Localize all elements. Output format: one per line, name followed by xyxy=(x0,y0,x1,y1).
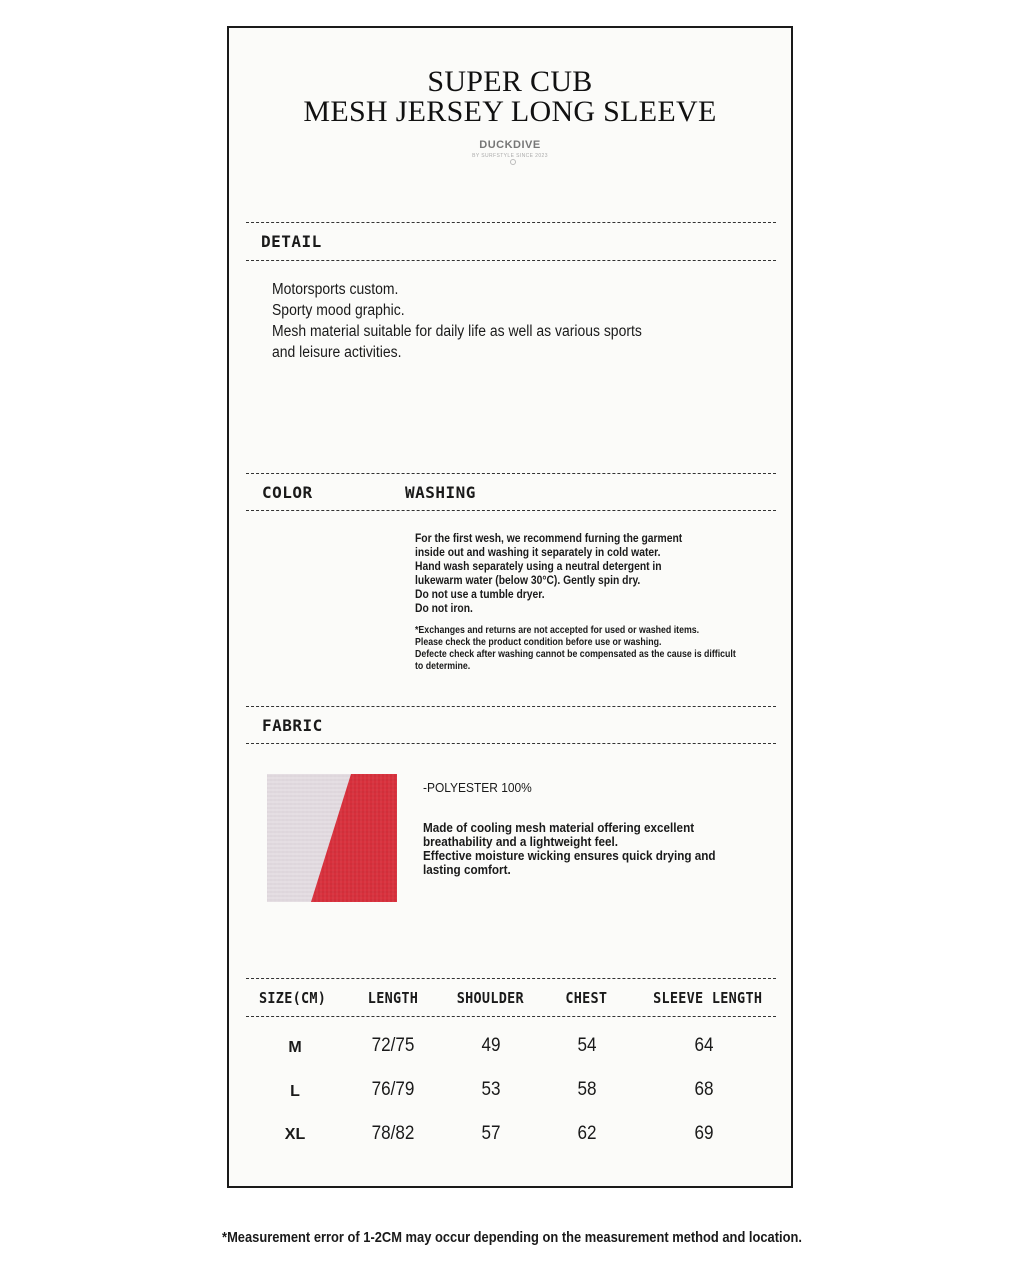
fabric-line: Effective moisture wicking ensures quick drying and xyxy=(423,848,716,863)
size-row-label: XL xyxy=(284,1126,306,1143)
detail-line: Sporty mood graphic. xyxy=(272,302,405,319)
size-header-length: LENGTH xyxy=(367,989,419,1007)
divider xyxy=(246,260,776,261)
washing-note-line: Please check the product condition before use or washing. xyxy=(415,637,662,648)
divider xyxy=(246,473,776,474)
size-row-chest: 54 xyxy=(577,1035,597,1056)
brand-logo: DUCKDIVE xyxy=(479,139,541,151)
size-row-shoulder: 49 xyxy=(481,1035,501,1056)
divider xyxy=(246,222,776,223)
fabric-composition: -POLYESTER 100% xyxy=(423,780,532,795)
size-row-length: 78/82 xyxy=(371,1123,415,1144)
washing-instructions xyxy=(415,531,682,615)
size-row-label: M xyxy=(288,1039,302,1056)
detail-line: and leisure activities. xyxy=(272,344,402,361)
product-title-line-2: MESH JERSEY LONG SLEEVE xyxy=(303,95,717,128)
washing-line: Do not iron. xyxy=(415,601,473,615)
size-row-sleeve: 64 xyxy=(694,1035,714,1056)
size-row-length: 76/79 xyxy=(371,1079,415,1100)
washing-line: For the first wesh, we recommend furning the garment xyxy=(415,531,683,545)
product-info-card xyxy=(227,26,793,1188)
washing-heading: WASHING xyxy=(405,483,476,502)
detail-description xyxy=(272,279,642,363)
washing-line: Hand wash separately using a neutral detergent in xyxy=(415,559,662,573)
washing-note-line: to determine. xyxy=(415,661,471,672)
fabric-description xyxy=(423,821,716,877)
brand-emblem-icon xyxy=(510,159,516,165)
size-row-sleeve: 69 xyxy=(694,1123,714,1144)
fabric-heading: FABRIC xyxy=(262,716,323,735)
size-row-shoulder: 53 xyxy=(481,1079,501,1100)
washing-notes xyxy=(415,625,736,673)
size-row-length: 72/75 xyxy=(371,1035,415,1056)
washing-note-line: Defecte check after washing cannot be compensated as the cause is difficult xyxy=(415,649,736,660)
size-header-chest: CHEST xyxy=(565,989,608,1007)
size-row-chest: 62 xyxy=(577,1123,597,1144)
measurement-footnote: *Measurement error of 1-2CM may occur depending on the measurement method and location. xyxy=(222,1229,802,1246)
washing-line: Do not use a tumble dryer. xyxy=(415,587,545,601)
brand-tagline: BY SURFSTYLE SINCE 2023 xyxy=(472,153,548,159)
washing-line: lukewarm water (below 30°C). Gently spin dry. xyxy=(415,573,641,587)
divider xyxy=(246,978,776,979)
size-row-chest: 58 xyxy=(577,1079,597,1100)
size-row-label: L xyxy=(290,1083,300,1100)
detail-line: Motorsports custom. xyxy=(272,281,399,298)
size-row-shoulder: 57 xyxy=(481,1123,501,1144)
product-title-line-1: SUPER CUB xyxy=(427,65,593,98)
divider xyxy=(246,510,776,511)
size-row-sleeve: 68 xyxy=(694,1079,714,1100)
size-header-shoulder: SHOULDER xyxy=(456,989,524,1007)
washing-line: inside out and washing it separately in cold water. xyxy=(415,545,661,559)
detail-line: Mesh material suitable for daily life as well as various sports xyxy=(272,323,642,340)
fabric-swatch-image xyxy=(267,774,397,902)
size-header-sleeve-length: SLEEVE LENGTH xyxy=(653,989,763,1007)
washing-note-line: *Exchanges and returns are not accepted for used or washed items. xyxy=(415,625,700,636)
detail-heading: DETAIL xyxy=(261,232,322,251)
fabric-line: Made of cooling mesh material offering excellent xyxy=(423,820,695,835)
size-header-size: SIZE(CM) xyxy=(259,989,327,1007)
divider xyxy=(246,1016,776,1017)
fabric-line: breathability and a lightweight feel. xyxy=(423,834,619,849)
color-heading: COLOR xyxy=(262,483,313,502)
divider xyxy=(246,706,776,707)
divider xyxy=(246,743,776,744)
fabric-line: lasting comfort. xyxy=(423,862,511,877)
